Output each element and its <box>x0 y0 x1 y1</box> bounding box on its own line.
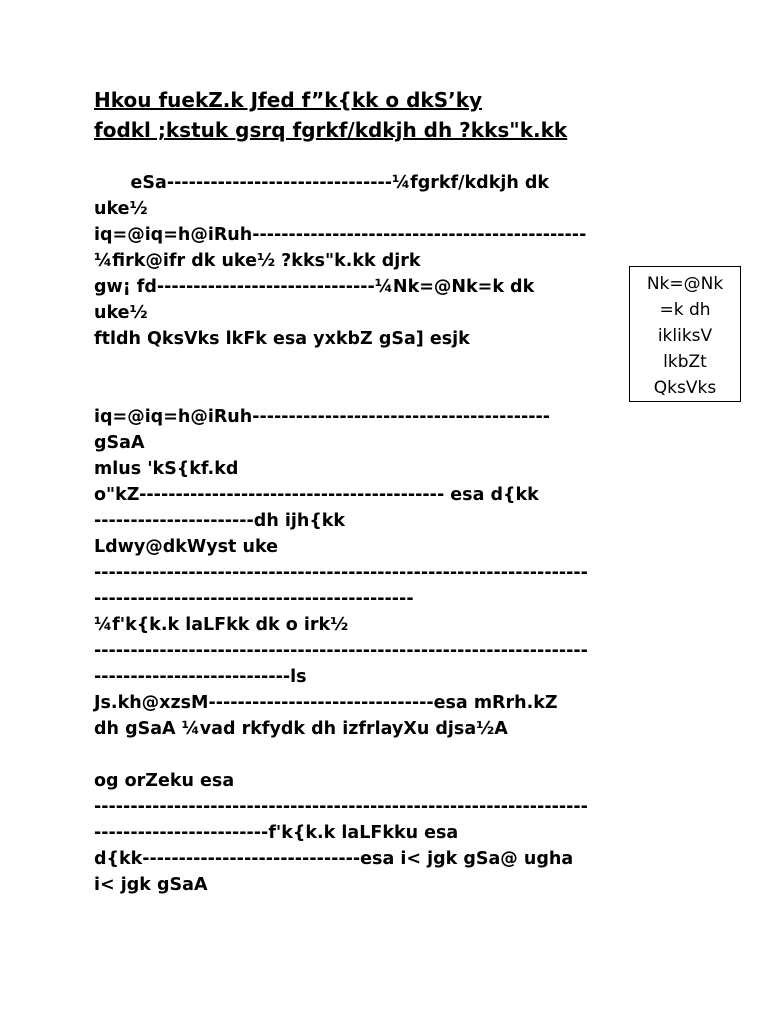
body-line: gw¡ fd------------------------------¼Nk=@Nk=k dk <box>94 277 535 297</box>
body-line: ftldh QksVks lkFk esa yxkbZ gSa] esjk <box>94 329 470 349</box>
body-line: dh gSaA ¼vad rkfydk dh izfrlayXu djsa½A <box>94 719 508 739</box>
body-line: iq=@iq=h@iRuh----------------------------------------- <box>94 407 551 427</box>
document-title-line-2: fodkl ;kstuk gsrq fgrkf/kdkjh dh ?kks"k.kk <box>94 118 568 142</box>
body-line: uke½ <box>94 303 148 323</box>
photo-placeholder-box <box>629 266 741 402</box>
body-line: Ldwy@dkWyst uke <box>94 537 278 557</box>
photo-box-line: QksVks <box>653 378 717 398</box>
document-title-line-1: Hkou fuekZ.k Jfed f”k{kk o dkS’ky <box>94 88 483 112</box>
body-line: o"kZ------------------------------------------ esa d{kk <box>94 485 539 505</box>
body-line: -------------------------------------------------------------------- <box>94 641 588 661</box>
body-line: ¼f'k{k.k laLFkk dk o irk½ <box>94 615 349 635</box>
blank-line <box>94 352 674 378</box>
body-line: mlus 'kS{kf.kd <box>94 459 239 479</box>
photo-box-line: Nk=@Nk <box>646 274 724 294</box>
body-line: gSaA <box>94 433 145 453</box>
photo-box-line: ikliksV <box>657 326 713 346</box>
blank-line <box>94 378 674 404</box>
body-line: eSa-------------------------------¼fgrkf/kdkjh dk <box>94 173 550 193</box>
body-line: i< jgk gSaA <box>94 875 208 895</box>
body-line: og orZeku esa <box>94 771 235 791</box>
photo-box-line: =k dh <box>659 300 711 320</box>
body-line: Js.kh@xzsM-------------------------------esa mRrh.kZ <box>94 693 558 713</box>
body-line: ---------------------------ls <box>94 667 307 687</box>
body-line: -------------------------------------------------------------------- <box>94 797 588 817</box>
declaration-body <box>94 170 674 898</box>
body-line: ----------------------dh ijh{kk <box>94 511 346 531</box>
body-line: iq=@iq=h@iRuh---------------------------------------------- <box>94 225 587 245</box>
blank-line <box>94 742 674 768</box>
photo-box-line: lkbZt <box>663 352 707 372</box>
body-line: -------------------------------------------------------------------- <box>94 563 588 583</box>
body-line: d{kk------------------------------esa i< jgk gSa@ ugha <box>94 849 574 869</box>
body-line: uke½ <box>94 199 148 219</box>
body-line: -------------------------------------------- <box>94 589 414 609</box>
body-line: ------------------------f'k{k.k laLFkku esa <box>94 823 459 843</box>
body-line: ¼firk@ifr dk uke½ ?kks"k.kk djrk <box>94 251 421 271</box>
